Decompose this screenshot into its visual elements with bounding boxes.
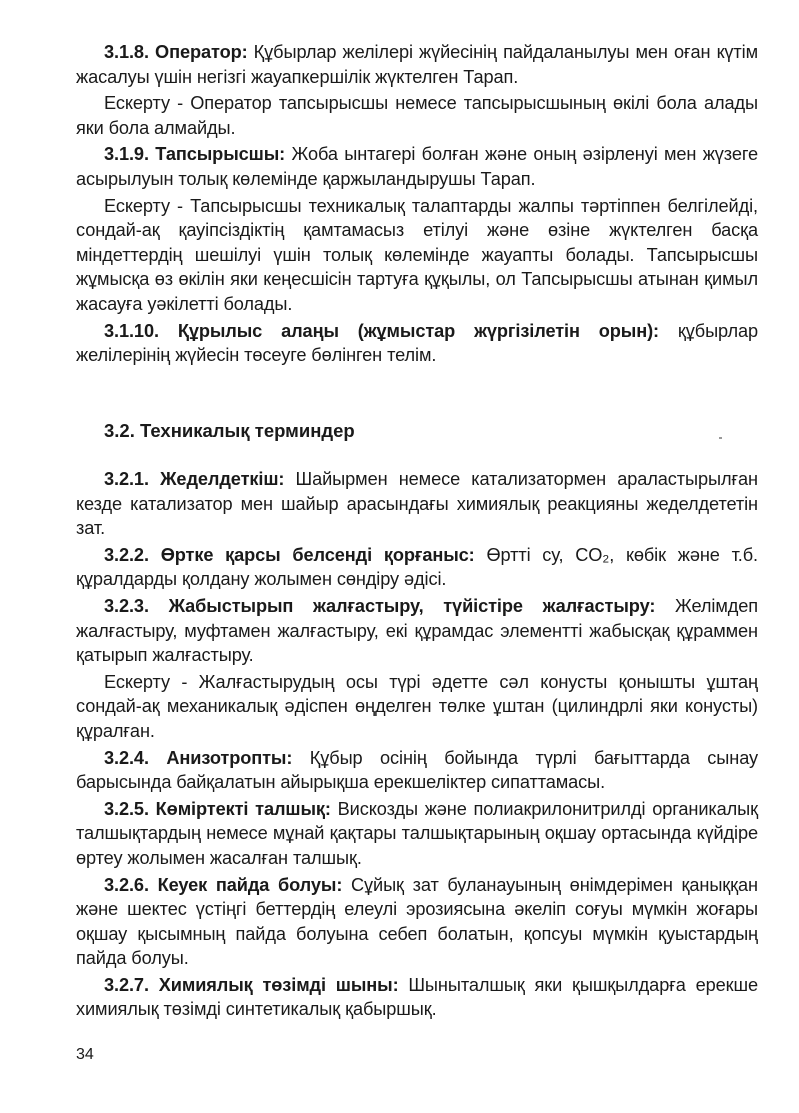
term-label: 3.1.9. Тапсырысшы: xyxy=(104,144,286,165)
section-3-2-definitions xyxy=(76,467,758,1024)
section-title: 3.2. Техникалық терминдер xyxy=(104,420,355,441)
term-text: Құбыр осінің бойында түрлі бағыттарда сынау барысында байқалатын айырықша ерекшеліктер сипаттамасы. xyxy=(76,747,758,793)
definition-anisotropic xyxy=(76,746,758,795)
note-operator xyxy=(76,91,758,140)
definition-customer xyxy=(76,142,758,191)
term-text: құбырлар желілерінің жүйесін төсеуге бөлінген телім. xyxy=(76,320,758,366)
note-customer xyxy=(76,194,758,317)
definition-operator xyxy=(76,40,758,89)
term-label: 3.1.8. Оператор: xyxy=(104,42,248,62)
definition-accelerator xyxy=(76,467,758,541)
term-label: 3.2.2. Өртке қарсы белсенді қорғаныс: xyxy=(104,544,475,565)
term-label: 3.1.10. Құрылыс алаңы (жұмыстар жүргізілетін орын): xyxy=(104,320,660,341)
term-text: Өртті су, CO₂, көбік және т.б. құралдарды қолдану жолымен сөндіру әдісі. xyxy=(76,544,759,590)
definition-construction-site xyxy=(76,319,758,368)
term-label: 3.2.5. Көміртекті талшық: xyxy=(104,798,331,819)
term-text: Желімдеп жалғастыру, муфтамен жалғастыру, екі құрамдас элементті жабысқақ құраммен қатырып жалғастыру. xyxy=(76,595,758,666)
term-text: Сұйық зат буланауының өнімдерімен қаныққан және шектес үстіңгі беттердің елеулі эрозиясына әкеліп соғуы мүмкін жоғары оқшау қысымның пайда болуына себеп болатын, қопсуы мүмкін қуыстардың пайда болуы. xyxy=(76,874,758,969)
definition-carbon-fiber xyxy=(76,797,758,871)
page-number: 34 xyxy=(76,1046,94,1063)
term-text: Шайырмен немесе катализатормен араластырылған кезде катализатор мен шайыр арасындағы химиялық реакцияны жеделдететін зат. xyxy=(76,469,758,539)
section-3-1-continuation xyxy=(76,40,758,370)
note-text: Ескерту - Оператор тапсырысшы немесе тапсырысшының өкілі бола алады яки бола алмайды. xyxy=(76,93,758,138)
term-text: Вискозды және полиакрилонитрилді органикалық талшықтардың немесе мұнай қақтары талшықтарының оқшау ортасында күйдіре өртеу жолымен жасалған талшық. xyxy=(76,798,758,868)
note-text: Ескерту - Жалғастырудың осы түрі әдетте сәл конусты қонышты ұштаң сондай-ақ механикалық әдіспен өңделген төлке ұштан (цилиндрлі яки конусты) құралған. xyxy=(76,671,758,741)
term-text: Жоба ынтагері болған және оның әзірленуі мен жүзеге асырылуын толық көлемінде қаржыландырушы Тарап. xyxy=(76,144,758,189)
note-text: Ескерту - Тапсырысшы техникалық талаптарды жалпы тәртіппен белгілейді, сондай-ақ қауіпсіздіктің қамтамасыз етілуі және өзіне жүктелген басқа міндеттердің шешілуі үшін толық көлемінде жауапты болады. Тапсырысшы жұмысқа өз өкілін яки кеңесшісін тартуға құқылы, ол Тапсырысшы атынан қимыл жасауға уәкілетті болады. xyxy=(76,195,758,314)
note-adhesive-joint xyxy=(76,670,758,744)
definition-adhesive-joint xyxy=(76,594,758,668)
term-label: 3.2.1. Жеделдеткіш: xyxy=(104,469,285,489)
definition-cavitation xyxy=(76,873,758,971)
definition-active-fire-protection xyxy=(76,543,758,592)
term-text: Шыныталшық яки қышқылдарға ерекше химиялық төзімді синтетикалық қабыршық. xyxy=(76,974,758,1020)
term-label: 3.2.7. Химиялық төзімді шыны: xyxy=(104,974,399,995)
definition-chemical-resistant-glass xyxy=(76,973,758,1022)
scan-speck xyxy=(719,437,722,439)
term-label: 3.2.4. Анизотропты: xyxy=(104,747,293,768)
term-label: 3.2.6. Кеуек пайда болуы: xyxy=(104,874,343,895)
term-text: Құбырлар желілері жүйесінің пайдаланылуы мен оған күтім жасалуы үшін негізгі жауапкершілік жүктелген Тарап. xyxy=(76,42,759,87)
term-label: 3.2.3. Жабыстырып жалғастыру, түйістіре жалғастыру: xyxy=(104,595,656,616)
